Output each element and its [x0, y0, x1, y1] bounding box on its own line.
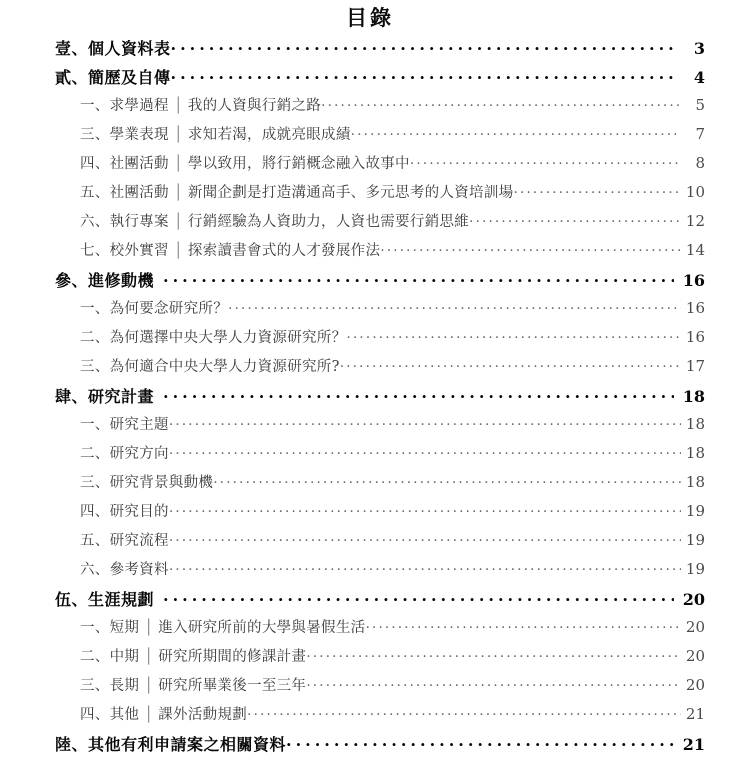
- toc-entry-page-number: 16: [685, 328, 705, 347]
- dot-leader: [306, 645, 681, 661]
- toc-entry-label-group: [80, 645, 306, 666]
- toc-entry[interactable]: [0, 500, 740, 529]
- toc-entry-title: 陸、其他有利申請案之相關資料: [55, 735, 287, 755]
- toc-entry-title: 六、執行專案: [80, 214, 169, 231]
- toc-entry-title: 四、研究目的: [80, 504, 169, 521]
- toc-entry-label-group: [80, 500, 169, 521]
- toc-entry-title: 五、社團活動: [80, 185, 169, 202]
- toc-entry-label-group: [80, 558, 169, 579]
- toc-entry-label-group: [80, 239, 380, 260]
- toc-entry-page-number: 20: [685, 647, 705, 666]
- toc-entry-page-number: 16: [685, 299, 705, 318]
- dot-leader: [321, 94, 681, 110]
- vertical-separator-icon: │: [144, 620, 154, 637]
- dot-leader: [171, 38, 674, 54]
- dot-leader: [513, 181, 681, 197]
- toc-entry[interactable]: [0, 732, 740, 761]
- vertical-separator-icon: │: [173, 127, 183, 144]
- toc-entry-title: 一、求學過程: [80, 98, 169, 115]
- toc-entry-title: 二、中期: [80, 649, 140, 666]
- dot-leader: [163, 589, 674, 605]
- dot-leader: [213, 471, 681, 487]
- toc-entry-subtitle: 研究所期間的修課計畫: [158, 649, 307, 666]
- toc-entry-page-number: 18: [685, 415, 705, 434]
- dot-leader: [169, 500, 681, 516]
- toc-entry[interactable]: [0, 152, 740, 181]
- toc-entry[interactable]: [0, 616, 740, 645]
- toc-entry-title: 伍、生涯規劃: [55, 590, 155, 610]
- toc-entry-title: 二、為何選擇中央大學人力資源研究所？: [80, 330, 347, 347]
- vertical-separator-icon: │: [173, 156, 183, 173]
- toc-entry-label-group: [80, 703, 247, 724]
- toc-entry-label-group: [80, 123, 351, 144]
- toc-entry-title: 四、其他: [80, 707, 140, 724]
- dot-leader: [163, 270, 674, 286]
- vertical-separator-icon: │: [144, 649, 154, 666]
- toc-entry-subtitle: 學以致用，將行銷概念融入故事中: [187, 156, 410, 173]
- toc-entry-label-group: [55, 65, 171, 88]
- toc-entry-title: 三、學業表現: [80, 127, 169, 144]
- dot-leader: [351, 123, 681, 139]
- toc-entry[interactable]: [0, 65, 740, 94]
- toc-entry-label-group: [80, 529, 169, 550]
- toc-entry-label-group: [80, 471, 213, 492]
- dot-leader: [169, 413, 681, 429]
- toc-entry[interactable]: [0, 587, 740, 616]
- toc-entry-page-number: 14: [685, 241, 705, 260]
- toc-entry-page-number: 20: [685, 676, 705, 695]
- toc-entry-page-number: 16: [682, 271, 705, 291]
- toc-entry-label-group: [80, 210, 469, 231]
- toc-entry-subtitle: 研究所畢業後一至三年: [158, 678, 307, 695]
- toc-entry-page-number: 18: [685, 444, 705, 463]
- toc-entry[interactable]: [0, 442, 740, 471]
- toc-entry[interactable]: [0, 239, 740, 268]
- toc-entry-title: 二、研究方向: [80, 446, 169, 463]
- toc-entry-label-group: [80, 94, 321, 115]
- toc-entry-subtitle: 新聞企劃是打造溝通高手、多元思考的人資培訓場: [187, 185, 514, 202]
- toc-entry-page-number: 19: [685, 560, 705, 579]
- toc-entry[interactable]: [0, 355, 740, 384]
- toc-entry-label-group: [55, 384, 154, 407]
- toc-entry-title: 一、研究主題: [80, 417, 169, 434]
- dot-leader: [365, 616, 681, 632]
- toc-entry[interactable]: [0, 645, 740, 674]
- toc-entry-title: 五、研究流程: [80, 533, 169, 550]
- toc-entry[interactable]: [0, 674, 740, 703]
- toc-entry-page-number: 18: [685, 473, 705, 492]
- toc-entry-page-number: 21: [685, 705, 705, 724]
- toc-entry-page-number: 20: [685, 618, 705, 637]
- toc-entry-title: 三、長期: [80, 678, 140, 695]
- dot-leader: [163, 386, 674, 402]
- toc-entry-page-number: 17: [685, 357, 705, 376]
- toc-entry-label-group: [80, 181, 513, 202]
- toc-entry-page-number: 10: [685, 183, 705, 202]
- toc-entry-subtitle: 探索讀書會式的人才發展作法: [187, 243, 381, 260]
- toc-entry-label-group: [80, 152, 410, 173]
- toc-entry[interactable]: [0, 471, 740, 500]
- dot-leader: [380, 239, 681, 255]
- toc-entry[interactable]: [0, 123, 740, 152]
- toc-entry-label-group: [80, 297, 228, 318]
- toc-entry-title: 壹、個人資料表: [55, 39, 171, 59]
- toc-entry-page-number: 8: [695, 154, 705, 173]
- toc-entry-label-group: [80, 413, 169, 434]
- dot-leader: [346, 326, 681, 342]
- toc-entry[interactable]: [0, 210, 740, 239]
- toc-entry-title: 七、校外實習: [80, 243, 169, 260]
- toc-entry-label-group: [80, 326, 346, 347]
- toc-entry-subtitle: 我的人資與行銷之路: [187, 98, 322, 115]
- dot-leader: [410, 152, 681, 168]
- toc-entry-title: 參、進修動機: [55, 271, 155, 291]
- dot-leader: [228, 297, 681, 313]
- toc-entry-title: 一、為何要念研究所？: [80, 301, 228, 318]
- dot-leader: [171, 67, 674, 83]
- toc-entry-page-number: 19: [685, 502, 705, 521]
- toc-entry-title: 肆、研究計畫: [55, 387, 155, 407]
- toc-entry-label-group: [80, 442, 169, 463]
- toc-entry-label-group: [55, 268, 154, 291]
- dot-leader: [286, 734, 674, 750]
- toc-entry[interactable]: [0, 529, 740, 558]
- toc-entry-page-number: 3: [693, 39, 705, 59]
- toc-entry[interactable]: [0, 297, 740, 326]
- toc-entry-subtitle: 課外活動規劃: [158, 707, 248, 724]
- dot-leader: [169, 558, 681, 574]
- vertical-separator-icon: │: [173, 214, 183, 231]
- toc-entry-label-group: [55, 732, 286, 755]
- toc-entry-subtitle: 進入研究所前的大學與暑假生活: [158, 620, 366, 637]
- toc-entry-page-number: 7: [695, 125, 705, 144]
- toc-entry[interactable]: [0, 268, 740, 297]
- toc-entry[interactable]: [0, 703, 740, 732]
- toc-entry-label-group: [80, 674, 306, 695]
- dot-leader: [469, 210, 681, 226]
- dot-leader: [306, 674, 681, 690]
- toc-entry-label-group: [80, 616, 365, 637]
- toc-entry[interactable]: [0, 558, 740, 587]
- page-title: 目錄: [346, 5, 394, 30]
- dot-leader: [340, 355, 681, 371]
- toc-entry[interactable]: [0, 326, 740, 355]
- toc-entry[interactable]: [0, 94, 740, 123]
- vertical-separator-icon: │: [173, 243, 183, 260]
- toc-entry-title: 四、社團活動: [80, 156, 169, 173]
- toc-entry[interactable]: [0, 384, 740, 413]
- dot-leader: [169, 529, 681, 545]
- toc-entry-title: 六、參考資料: [80, 562, 169, 579]
- vertical-separator-icon: │: [173, 98, 183, 115]
- toc-entry-title: 貳、簡歷及自傳: [55, 68, 171, 88]
- toc-entry-page-number: 19: [685, 531, 705, 550]
- toc-entry-label-group: [55, 587, 154, 610]
- toc-entry-subtitle: 行銷經驗為人資助力，人資也需要行銷思維: [187, 214, 470, 231]
- toc-entry[interactable]: [0, 181, 740, 210]
- toc-entry-label-group: [55, 36, 171, 59]
- vertical-separator-icon: │: [144, 678, 154, 695]
- toc-entry-label-group: [80, 355, 340, 376]
- toc-entry[interactable]: [0, 413, 740, 442]
- toc-entry-page-number: 4: [693, 68, 705, 88]
- toc-entry[interactable]: [0, 36, 740, 65]
- toc-entry-title: 三、研究背景與動機: [80, 475, 214, 492]
- toc-entry-page-number: 5: [695, 96, 705, 115]
- toc-entry-title: 三、為何適合中央大學人力資源研究所?: [80, 359, 340, 376]
- toc-entry-page-number: 20: [682, 590, 705, 610]
- vertical-separator-icon: │: [173, 185, 183, 202]
- vertical-separator-icon: │: [144, 707, 154, 724]
- toc-entry-subtitle: 求知若渴，成就亮眼成績: [187, 127, 351, 144]
- toc-entry-page-number: 18: [682, 387, 705, 407]
- toc-entry-page-number: 12: [685, 212, 705, 231]
- toc-entry-title: 一、短期: [80, 620, 140, 637]
- toc-entry-page-number: 21: [682, 735, 705, 755]
- table-of-contents-list: [0, 36, 740, 761]
- dot-leader: [169, 442, 681, 458]
